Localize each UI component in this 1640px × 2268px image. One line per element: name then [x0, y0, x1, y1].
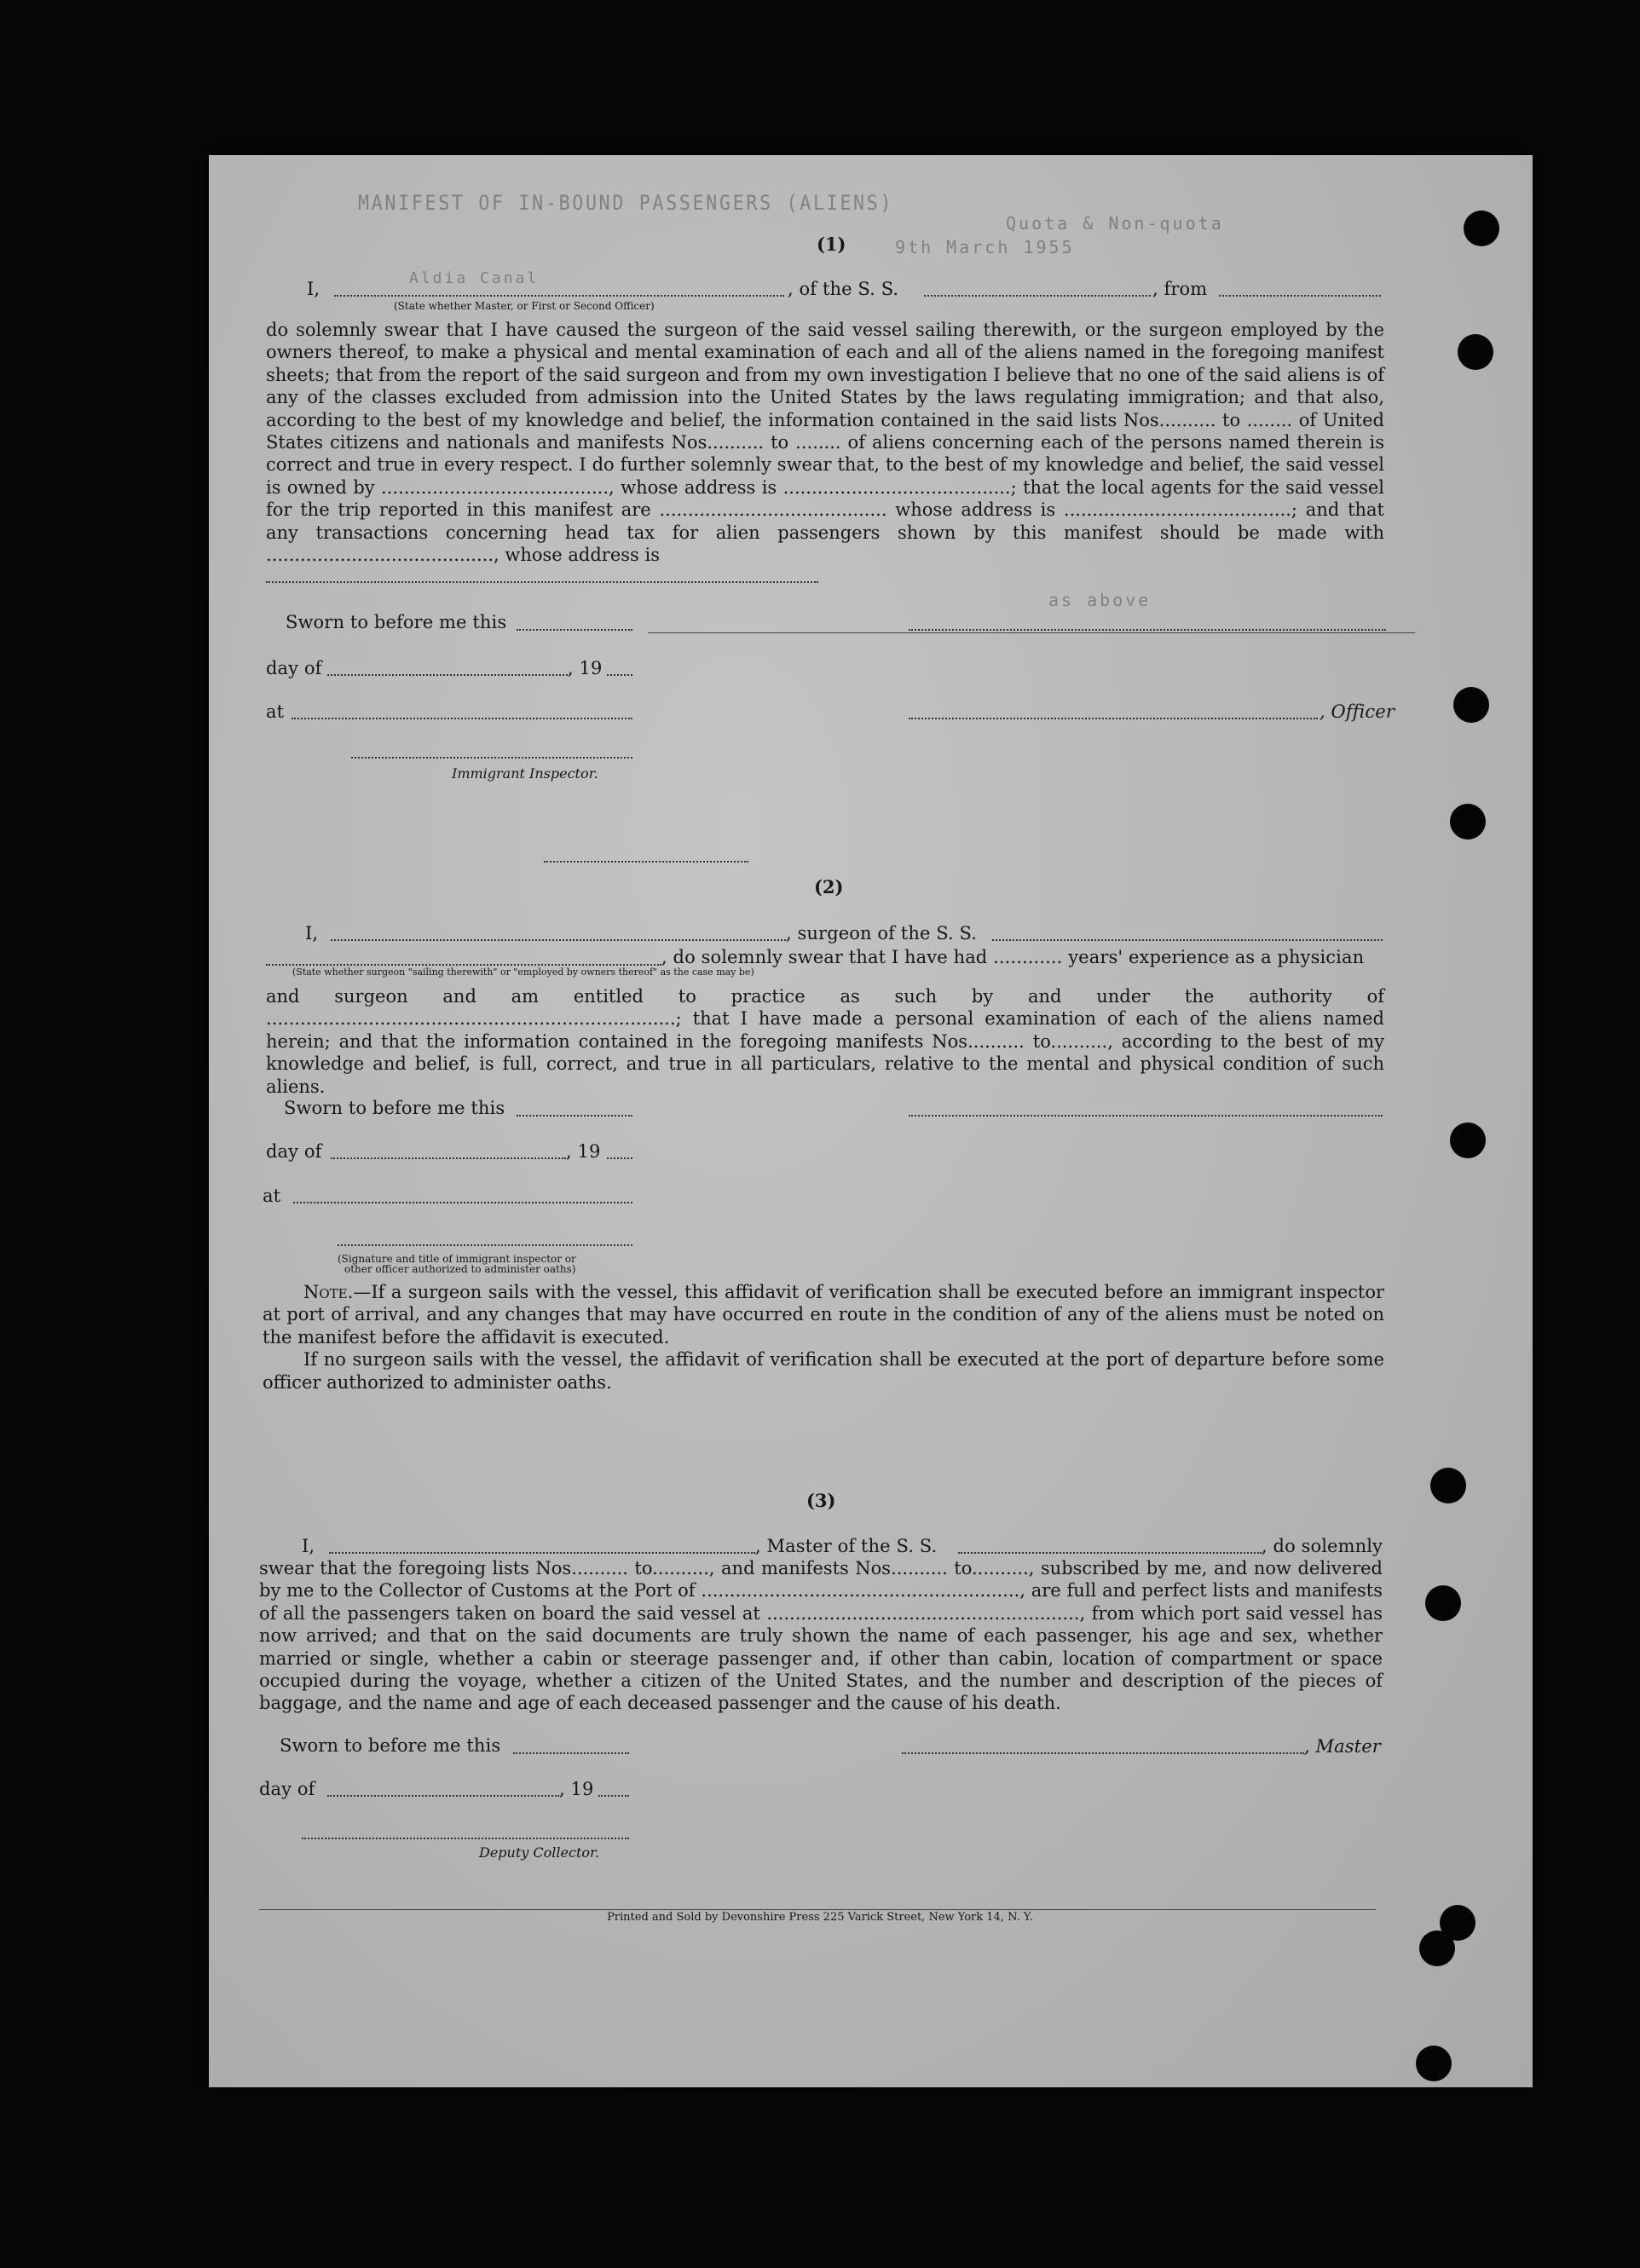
section-3-master-blank[interactable] — [329, 1552, 755, 1554]
section-1-body: do solemnly swear that I have caused the surgeon of the said vessel sailing therewith, or the surgeon employed by the owners thereof, to make a physical and mental examination of each and all of the aliens named in the foregoing manifest sheets; that from the report of the said surgeon and from my own investigation I believe that no one of the said aliens is of any of the classes excluded from admission into the United States by the laws regulating immigration; and that also, according to the best of my knowledge and belief, the information contained in the said lists Nos.......... to ........ of United States citizens and nationals and manifests Nos.......... to ........ of aliens concerning each of the persons named therein is correct and true in every respect. I do further solemnly swear that, to the best of my knowledge and belief, the said vessel is owned by ........................................, whose address is ........................................; that the local agents for the said vessel for the trip reported in this manifest are ........................................ whose address is ........................................; and that any transactions concerning head tax for alien passengers shown by this manifest should be made with ........................................, whose address is — [266, 320, 1384, 566]
section-3-oath-text — [259, 1557, 1383, 1715]
section-1-officer: , Officer — [1320, 701, 1395, 722]
section-1-inspector-blank[interactable] — [351, 757, 632, 759]
section-1-from: , from — [1152, 279, 1208, 299]
section-1-sworn: Sworn to before me this — [286, 612, 507, 632]
punch-hole — [1416, 2046, 1452, 2081]
note-label: Note. — [303, 1282, 354, 1302]
section-2-number: (2) — [814, 876, 844, 897]
section-2-body: and surgeon and am entitled to practice as such by and under the authority of ........................................................................; that I have made a personal examination of each of the aliens named herein; and that the information contained in the foregoing manifests Nos.......... to.........., according to the best of my knowledge and belief, is full, correct, and true in all particulars, relative to the mental and physical condition of such aliens. — [266, 986, 1384, 1097]
section-2-sig-hint-1: (Signature and title of immigrant inspector or — [338, 1253, 576, 1265]
section-2-inspector-blank[interactable] — [338, 1244, 632, 1246]
section-1-of-ss: , of the S. S. — [788, 279, 899, 299]
section-2-vessel-blank[interactable] — [992, 939, 1383, 941]
punch-hole — [1419, 1930, 1455, 1966]
note-paragraph-2: If no surgeon sails with the vessel, the affidavit of verification shall be executed at the port of departure before some officer authorized to administer oaths. — [263, 1349, 1384, 1393]
section-1-oath-text — [266, 319, 1384, 566]
section-2-day-blank[interactable] — [331, 1157, 566, 1159]
section-1-sworn-blank[interactable] — [517, 629, 632, 631]
section-1-inspector-label: Immigrant Inspector. — [452, 765, 598, 782]
section-2-surgeon-signature-blank[interactable] — [909, 1115, 1383, 1117]
punch-hole — [1453, 687, 1489, 723]
punch-hole — [1425, 1585, 1461, 1621]
section-2-line2: , do solemnly swear that I have had ............ years' experience as a physician — [661, 947, 1365, 967]
section-1-at-blank[interactable] — [292, 718, 632, 719]
section-3-master-of: , Master of the S. S. — [755, 1536, 938, 1556]
section-1-year-blank[interactable] — [607, 674, 632, 676]
section-3-year-blank[interactable] — [598, 1795, 629, 1797]
section-1-officer-blank-2[interactable] — [909, 718, 1318, 719]
section-1-i: I, — [307, 279, 320, 299]
section-3-deputy-blank[interactable] — [302, 1838, 629, 1839]
section-2-state-hint: (State whether surgeon "sailing therewith" or "employed by owners thereof" as the case may be) — [292, 967, 754, 978]
bleed-through-title: MANIFEST OF IN-BOUND PASSENGERS (ALIENS) — [358, 191, 894, 215]
section-2-year-blank[interactable] — [607, 1157, 632, 1159]
note-text-1: —If a surgeon sails with the vessel, this affidavit of verification shall be executed before an immigrant inspector at port of arrival, and any changes that may have occurred en route in the condition of any of the aliens must be noted on the manifest before the affidavit is executed. — [263, 1282, 1384, 1348]
section-2-sig-hint-2: other officer authorized to administer oaths) — [344, 1263, 576, 1275]
note-block — [263, 1281, 1384, 1394]
section-1-from-blank[interactable] — [1219, 295, 1381, 297]
section-2-at-blank[interactable] — [293, 1202, 632, 1203]
section-3-i: I, — [302, 1536, 315, 1556]
section-1-vessel-blank[interactable] — [924, 295, 1151, 297]
section-1-at: at — [266, 701, 285, 722]
section-1-state-hint: (State whether Master, or First or Second Officer) — [394, 300, 655, 312]
section-3-master: , Master — [1304, 1736, 1381, 1757]
section-1-extra-blank[interactable] — [544, 861, 748, 863]
section-1-day-of: day of — [266, 658, 322, 678]
section-3-sworn: Sworn to before me this — [280, 1735, 501, 1756]
section-3-body: swear that the foregoing lists Nos.......... to.........., and manifests Nos.......... to.........., subscribed by me, and now delivered by me to the Collector of Customs at the Port of ........................................................, are full and perfect lists and manifests of all the passengers taken on board the said vessel at ......................................................., from which port said vessel has now arrived; and that on the said documents are truly shown the name of each passenger, his age and sex, whether married or single, whether a cabin or steerage passenger and, if other than cabin, location of compartment or space occupied during the voyage, whether a citizen of the United States, and the number and description of the pieces of baggage, and the name and age of each deceased passenger and the cause of his death. — [259, 1558, 1383, 1714]
section-3-day-of: day of — [259, 1779, 315, 1799]
punch-hole — [1464, 211, 1499, 246]
bleed-through-canal: Aldia Canal — [409, 269, 540, 287]
section-1-day-blank[interactable] — [327, 674, 568, 676]
section-3-do-solemnly: , do solemnly — [1262, 1536, 1383, 1556]
section-3-sworn-blank[interactable] — [513, 1752, 629, 1754]
punch-hole — [1458, 334, 1493, 370]
section-2-sworn-blank[interactable] — [517, 1115, 632, 1117]
punch-hole — [1430, 1468, 1466, 1503]
section-3-day-blank[interactable] — [327, 1795, 559, 1797]
punch-hole — [1450, 804, 1486, 840]
section-2-day-of: day of — [266, 1141, 322, 1162]
section-1-nineteen: , 19 — [568, 658, 603, 678]
section-3-vessel-blank[interactable] — [958, 1552, 1262, 1554]
section-2-i: I, — [305, 923, 319, 944]
section-1-officer-blank[interactable] — [334, 295, 784, 297]
section-1-officer-signature-blank[interactable] — [909, 629, 1386, 631]
section-1-number: (1) — [817, 234, 846, 255]
section-2-surgeon-blank[interactable] — [331, 939, 786, 941]
section-3-number: (3) — [806, 1490, 836, 1511]
punch-hole — [1450, 1122, 1486, 1158]
bleed-through-date: 9th March 1955 — [895, 237, 1075, 257]
section-3-master-signature-blank[interactable] — [902, 1752, 1304, 1754]
footer-rule — [259, 1909, 1376, 1910]
section-2-surgeon-of: , surgeon of the S. S. — [786, 923, 978, 944]
bleed-through-as-above: as above — [1048, 590, 1152, 610]
section-1-signature-rule — [648, 632, 1415, 633]
note-paragraph-1 — [263, 1281, 1384, 1348]
section-2-status-blank[interactable] — [266, 964, 661, 966]
section-2-nineteen: , 19 — [566, 1141, 601, 1162]
printer-imprint: Printed and Sold by Devonshire Press 225 Varick Street, New York 14, N. Y. — [607, 1911, 1033, 1924]
section-1-address-blank[interactable] — [266, 581, 818, 583]
section-2-oath-text — [266, 985, 1384, 1098]
section-3-deputy-label: Deputy Collector. — [479, 1844, 599, 1861]
section-3-nineteen: , 19 — [559, 1779, 594, 1799]
section-2-at: at — [263, 1186, 281, 1206]
bleed-through-quota: Quota & Non-quota — [1006, 213, 1224, 234]
section-2-sworn: Sworn to before me this — [284, 1098, 505, 1118]
